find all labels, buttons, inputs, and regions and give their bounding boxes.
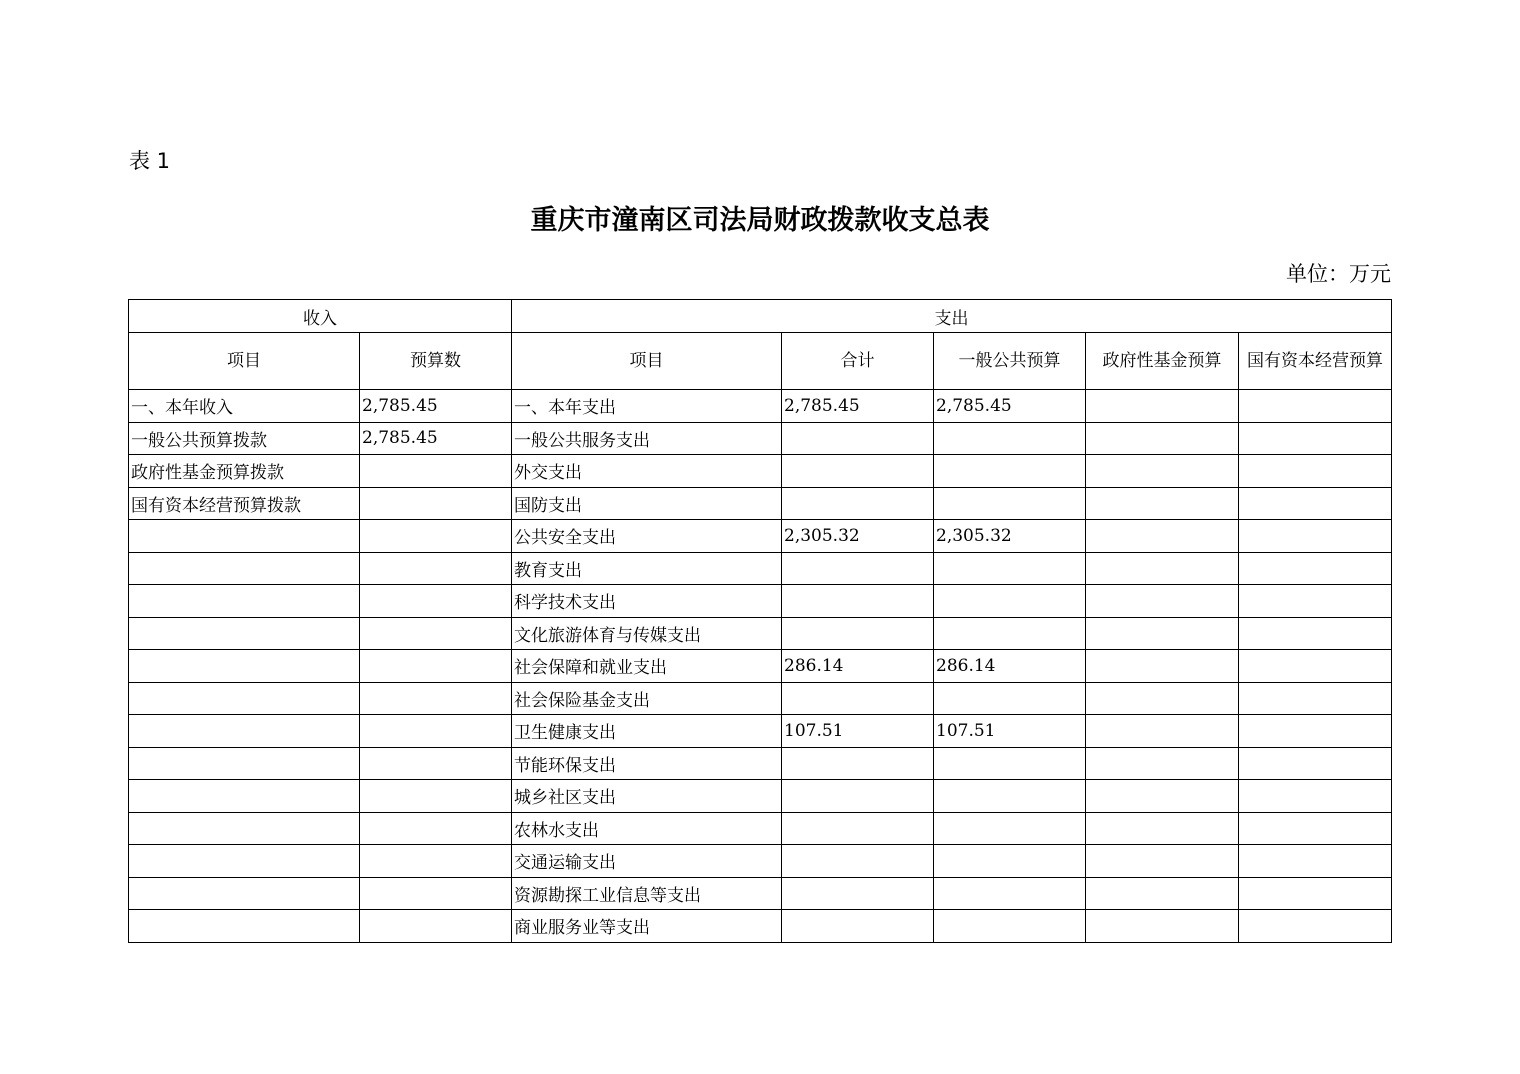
table-cell: [934, 585, 1086, 618]
table-cell: 一般公共服务支出: [512, 422, 782, 455]
table-cell: 107.51: [782, 715, 934, 748]
table-row: [129, 390, 1392, 423]
table-cell: 2,305.32: [934, 520, 1086, 553]
table-cell: [782, 422, 934, 455]
table-cell: [129, 845, 360, 878]
table-cell: 2,305.32: [782, 520, 934, 553]
table-cell: 农林水支出: [512, 812, 782, 845]
budget-table: [128, 299, 1392, 943]
table-cell: [1086, 455, 1239, 488]
table-cell: [129, 812, 360, 845]
table-cell: [129, 650, 360, 683]
column-header: 政府性基金预算: [1086, 333, 1239, 390]
table-row: [129, 617, 1392, 650]
table-cell: [1239, 682, 1392, 715]
column-header-row: [129, 333, 1392, 390]
table-cell: [360, 520, 512, 553]
table-cell: [1239, 812, 1392, 845]
table-cell: 2,785.45: [360, 390, 512, 423]
column-header: 项目: [512, 333, 782, 390]
table-cell: 107.51: [934, 715, 1086, 748]
table-cell: 商业服务业等支出: [512, 910, 782, 943]
table-cell: 一般公共预算拨款: [129, 422, 360, 455]
table-cell: [1086, 877, 1239, 910]
table-cell: [1086, 715, 1239, 748]
table-cell: [934, 487, 1086, 520]
table-cell: [934, 455, 1086, 488]
column-header: 国有资本经营预算: [1239, 333, 1392, 390]
table-row: [129, 552, 1392, 585]
table-cell: [934, 552, 1086, 585]
column-header: 一般公共预算: [934, 333, 1086, 390]
table-cell: 外交支出: [512, 455, 782, 488]
column-header: 合计: [782, 333, 934, 390]
table-cell: [360, 715, 512, 748]
table-cell: [1239, 422, 1392, 455]
table-cell: [934, 617, 1086, 650]
table-row: [129, 780, 1392, 813]
table-cell: 卫生健康支出: [512, 715, 782, 748]
table-cell: [934, 747, 1086, 780]
table-cell: [360, 845, 512, 878]
table-cell: [129, 520, 360, 553]
table-row: [129, 487, 1392, 520]
table-cell: [782, 617, 934, 650]
table-row: [129, 910, 1392, 943]
table-row: [129, 455, 1392, 488]
table-cell: [1239, 910, 1392, 943]
table-cell: 国防支出: [512, 487, 782, 520]
unit-label: 单位：万元: [1286, 262, 1391, 286]
table-cell: [782, 747, 934, 780]
table-row: [129, 422, 1392, 455]
document-title: 重庆市潼南区司法局财政拨款收支总表: [530, 205, 990, 236]
table-cell: 教育支出: [512, 552, 782, 585]
table-cell: [934, 812, 1086, 845]
group-header-income: 收入: [129, 300, 512, 333]
table-cell: [782, 487, 934, 520]
table-row: [129, 845, 1392, 878]
table-cell: [1239, 650, 1392, 683]
table-cell: [360, 747, 512, 780]
table-cell: [1086, 747, 1239, 780]
table-row: [129, 715, 1392, 748]
table-cell: [360, 455, 512, 488]
table-cell: [782, 552, 934, 585]
table-cell: [129, 715, 360, 748]
table-number-label: 表 1: [129, 149, 171, 173]
table-cell: 政府性基金预算拨款: [129, 455, 360, 488]
table-row: [129, 812, 1392, 845]
table-cell: [1086, 812, 1239, 845]
table-cell: 一、本年收入: [129, 390, 360, 423]
table-cell: [1239, 487, 1392, 520]
table-cell: 一、本年支出: [512, 390, 782, 423]
table-cell: [1086, 910, 1239, 943]
table-cell: [360, 910, 512, 943]
table-row: [129, 877, 1392, 910]
table-cell: [782, 877, 934, 910]
table-cell: 2,785.45: [360, 422, 512, 455]
group-header-row: [129, 300, 1392, 333]
column-header: 项目: [129, 333, 360, 390]
table-cell: [360, 650, 512, 683]
table-cell: 文化旅游体育与传媒支出: [512, 617, 782, 650]
table-cell: [360, 877, 512, 910]
table-cell: [1086, 422, 1239, 455]
table-row: [129, 585, 1392, 618]
table-row: [129, 682, 1392, 715]
table-cell: [934, 422, 1086, 455]
table-cell: 资源勘探工业信息等支出: [512, 877, 782, 910]
table-cell: 社会保险基金支出: [512, 682, 782, 715]
table-cell: 节能环保支出: [512, 747, 782, 780]
table-cell: [1086, 682, 1239, 715]
table-row: [129, 520, 1392, 553]
table-cell: [1086, 617, 1239, 650]
table-cell: 公共安全支出: [512, 520, 782, 553]
table-cell: [360, 682, 512, 715]
table-cell: 286.14: [934, 650, 1086, 683]
table-cell: [782, 455, 934, 488]
table-cell: 社会保障和就业支出: [512, 650, 782, 683]
table-cell: [129, 552, 360, 585]
table-cell: 国有资本经营预算拨款: [129, 487, 360, 520]
table-cell: 2,785.45: [782, 390, 934, 423]
table-cell: [934, 877, 1086, 910]
table-cell: 286.14: [782, 650, 934, 683]
table-cell: 2,785.45: [934, 390, 1086, 423]
column-header: 预算数: [360, 333, 512, 390]
table-cell: [1086, 780, 1239, 813]
table-cell: [1239, 780, 1392, 813]
table-cell: [1086, 487, 1239, 520]
table-cell: [934, 845, 1086, 878]
table-cell: [129, 780, 360, 813]
table-cell: [360, 617, 512, 650]
group-header-expense: 支出: [512, 300, 1392, 333]
table-cell: 交通运输支出: [512, 845, 782, 878]
table-cell: [934, 910, 1086, 943]
table-cell: 城乡社区支出: [512, 780, 782, 813]
table-cell: [1086, 650, 1239, 683]
table-cell: [782, 682, 934, 715]
table-cell: [1086, 845, 1239, 878]
table-cell: [129, 910, 360, 943]
table-cell: [782, 780, 934, 813]
table-cell: [934, 682, 1086, 715]
table-cell: [360, 552, 512, 585]
table-cell: [360, 585, 512, 618]
table-cell: [129, 682, 360, 715]
table-cell: [782, 910, 934, 943]
table-cell: [782, 585, 934, 618]
table-cell: [1239, 520, 1392, 553]
table-cell: [1239, 845, 1392, 878]
table-cell: [129, 747, 360, 780]
table-cell: [360, 487, 512, 520]
table-cell: [1086, 520, 1239, 553]
table-cell: [1086, 390, 1239, 423]
table-row: [129, 747, 1392, 780]
table-cell: [1239, 585, 1392, 618]
table-cell: [360, 812, 512, 845]
table-cell: [1239, 877, 1392, 910]
table-cell: [129, 877, 360, 910]
table-cell: [1086, 552, 1239, 585]
table-cell: [129, 617, 360, 650]
table-cell: [782, 812, 934, 845]
table-cell: [129, 585, 360, 618]
table-cell: 科学技术支出: [512, 585, 782, 618]
table-body: [129, 300, 1392, 943]
table-row: [129, 650, 1392, 683]
table-cell: [934, 780, 1086, 813]
table-cell: [1239, 455, 1392, 488]
table-cell: [1239, 390, 1392, 423]
table-cell: [1239, 747, 1392, 780]
table-cell: [1239, 552, 1392, 585]
table-cell: [1239, 715, 1392, 748]
table-cell: [782, 845, 934, 878]
table-cell: [360, 780, 512, 813]
table-cell: [1086, 585, 1239, 618]
table-cell: [1239, 617, 1392, 650]
